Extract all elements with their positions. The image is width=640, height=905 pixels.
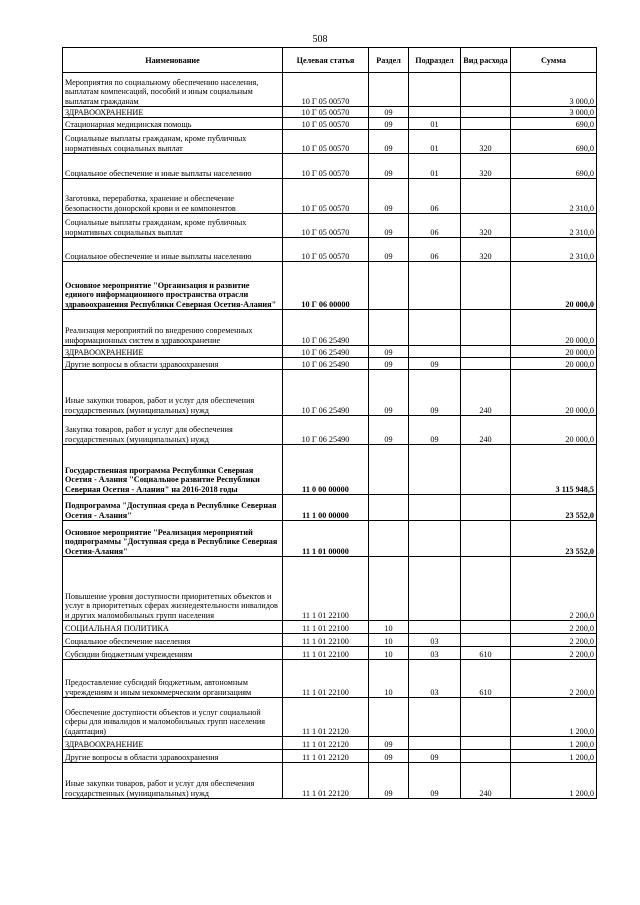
cell-target-article: 10 Г 05 00570	[283, 73, 369, 107]
cell-subsection: 09	[409, 416, 461, 445]
table-row	[63, 750, 597, 763]
cell-sum: 1 200,0	[511, 763, 597, 799]
cell-section	[369, 521, 409, 557]
cell-name: Социальные выплаты гражданам, кроме публичных нормативных социальных выплат	[63, 130, 283, 154]
cell-target-article: 10 Г 05 00570	[283, 130, 369, 154]
table-row	[63, 73, 597, 107]
cell-name: Социальные выплаты гражданам, кроме публичных нормативных социальных выплат	[63, 214, 283, 238]
table-row	[63, 495, 597, 521]
cell-subsection	[409, 107, 461, 118]
cell-target-article: 11 1 01 22120	[283, 698, 369, 737]
cell-sum: 20 000,0	[511, 310, 597, 346]
cell-subsection: 09	[409, 763, 461, 799]
cell-subsection	[409, 346, 461, 358]
cell-sum: 2 310,0	[511, 214, 597, 238]
cell-name: Реализация мероприятий по внедрению современных информационных систем в здравоохранение	[63, 310, 283, 346]
cell-expense-type	[461, 495, 511, 521]
cell-subsection	[409, 310, 461, 346]
cell-name: Иные закупки товаров, работ и услуг для обеспечения государственных (муниципальных) нужд	[63, 370, 283, 416]
cell-sum: 23 552,0	[511, 495, 597, 521]
cell-section	[369, 557, 409, 621]
cell-sum: 690,0	[511, 154, 597, 179]
cell-expense-type: 240	[461, 370, 511, 416]
cell-section: 09	[369, 238, 409, 262]
cell-target-article: 11 1 00 00000	[283, 495, 369, 521]
header-section: Раздел	[369, 48, 409, 73]
cell-section	[369, 445, 409, 495]
cell-target-article: 10 Г 06 25490	[283, 416, 369, 445]
cell-subsection	[409, 73, 461, 107]
cell-sum: 20 000,0	[511, 358, 597, 370]
table-row	[63, 445, 597, 495]
cell-subsection: 09	[409, 358, 461, 370]
table-row	[63, 634, 597, 647]
cell-expense-type: 320	[461, 154, 511, 179]
cell-subsection: 01	[409, 130, 461, 154]
cell-section: 09	[369, 214, 409, 238]
cell-subsection	[409, 262, 461, 310]
cell-subsection: 06	[409, 238, 461, 262]
cell-name: Подпрограмма "Доступная среда в Республике Северная Осетия - Алания"	[63, 495, 283, 521]
header-subsection: Подраздел	[409, 48, 461, 73]
cell-target-article: 10 Г 06 25490	[283, 310, 369, 346]
table-row	[63, 130, 597, 154]
cell-target-article: 10 Г 05 00570	[283, 179, 369, 214]
cell-target-article: 10 Г 05 00570	[283, 107, 369, 118]
cell-target-article: 10 Г 06 00000	[283, 262, 369, 310]
cell-target-article: 11 1 01 22100	[283, 557, 369, 621]
cell-sum: 690,0	[511, 130, 597, 154]
cell-section	[369, 495, 409, 521]
table-row	[63, 118, 597, 130]
cell-sum: 1 200,0	[511, 750, 597, 763]
cell-sum: 20 000,0	[511, 346, 597, 358]
cell-subsection: 01	[409, 118, 461, 130]
table-row	[63, 370, 597, 416]
cell-expense-type	[461, 358, 511, 370]
cell-expense-type	[461, 118, 511, 130]
cell-expense-type	[461, 750, 511, 763]
table-row	[63, 310, 597, 346]
cell-section: 09	[369, 346, 409, 358]
cell-target-article: 11 1 01 22100	[283, 660, 369, 698]
cell-sum: 2 200,0	[511, 634, 597, 647]
cell-subsection: 01	[409, 154, 461, 179]
cell-expense-type: 610	[461, 660, 511, 698]
cell-name: Другие вопросы в области здравоохранения	[63, 358, 283, 370]
cell-section	[369, 310, 409, 346]
cell-target-article: 10 Г 05 00570	[283, 214, 369, 238]
cell-sum: 20 000,0	[511, 262, 597, 310]
cell-section: 09	[369, 750, 409, 763]
cell-sum: 2 310,0	[511, 238, 597, 262]
cell-name: Иные закупки товаров, работ и услуг для обеспечения государственных (муниципальных) нужд	[63, 763, 283, 799]
cell-target-article: 10 Г 06 25490	[283, 358, 369, 370]
cell-sum: 3 000,0	[511, 73, 597, 107]
table-header-row	[63, 48, 597, 73]
cell-expense-type	[461, 621, 511, 634]
cell-subsection	[409, 737, 461, 750]
cell-target-article: 10 Г 06 25490	[283, 370, 369, 416]
cell-section: 09	[369, 358, 409, 370]
cell-expense-type	[461, 698, 511, 737]
cell-expense-type	[461, 346, 511, 358]
cell-section	[369, 262, 409, 310]
cell-subsection: 03	[409, 634, 461, 647]
table-row	[63, 214, 597, 238]
cell-sum: 20 000,0	[511, 416, 597, 445]
cell-subsection	[409, 521, 461, 557]
cell-section: 09	[369, 154, 409, 179]
cell-section: 09	[369, 179, 409, 214]
table-row	[63, 621, 597, 634]
cell-name: Субсидии бюджетным учреждениям	[63, 647, 283, 660]
cell-name: Социальное обеспечение и иные выплаты населению	[63, 154, 283, 179]
cell-name: ЗДРАВООХРАНЕНИЕ	[63, 107, 283, 118]
cell-expense-type	[461, 521, 511, 557]
cell-section	[369, 698, 409, 737]
cell-name: Стационарная медицинская помощь	[63, 118, 283, 130]
cell-expense-type	[461, 310, 511, 346]
cell-target-article: 10 Г 06 25490	[283, 346, 369, 358]
cell-expense-type: 320	[461, 130, 511, 154]
cell-target-article: 11 1 01 00000	[283, 521, 369, 557]
cell-target-article: 10 Г 05 00570	[283, 238, 369, 262]
cell-target-article: 11 1 01 22120	[283, 737, 369, 750]
cell-expense-type	[461, 737, 511, 750]
cell-target-article: 10 Г 05 00570	[283, 118, 369, 130]
cell-name: Обеспечение доступности объектов и услуг социальной сферы для инвалидов и маломобильных групп населения (адаптация)	[63, 698, 283, 737]
table-row	[63, 262, 597, 310]
cell-name: Государственная программа Республики Северная Осетия - Алания "Социальное развитие Республики Северная Осетия - Алания" на 2016-2018 годы	[63, 445, 283, 495]
cell-name: Заготовка, переработка, хранение и обеспечение безопасности донорской крови и ее компонентов	[63, 179, 283, 214]
cell-expense-type	[461, 179, 511, 214]
cell-sum: 23 552,0	[511, 521, 597, 557]
cell-subsection	[409, 557, 461, 621]
cell-sum: 20 000,0	[511, 370, 597, 416]
cell-sum: 2 200,0	[511, 647, 597, 660]
cell-expense-type	[461, 262, 511, 310]
cell-name: Другие вопросы в области здравоохранения	[63, 750, 283, 763]
cell-subsection	[409, 495, 461, 521]
cell-subsection: 03	[409, 647, 461, 660]
cell-section: 10	[369, 660, 409, 698]
table-row	[63, 346, 597, 358]
cell-sum: 1 200,0	[511, 698, 597, 737]
header-target-article: Целевая статья	[283, 48, 369, 73]
cell-section: 10	[369, 647, 409, 660]
cell-sum: 2 200,0	[511, 557, 597, 621]
cell-sum: 3 000,0	[511, 107, 597, 118]
cell-name: Социальное обеспечение населения	[63, 634, 283, 647]
cell-target-article: 10 Г 05 00570	[283, 154, 369, 179]
cell-expense-type: 240	[461, 763, 511, 799]
cell-expense-type: 320	[461, 238, 511, 262]
table-row	[63, 660, 597, 698]
cell-section: 10	[369, 634, 409, 647]
cell-expense-type	[461, 445, 511, 495]
table-row	[63, 737, 597, 750]
table-row	[63, 521, 597, 557]
cell-subsection	[409, 621, 461, 634]
page-number: 508	[312, 34, 328, 45]
cell-target-article: 11 1 01 22120	[283, 750, 369, 763]
cell-target-article: 11 1 01 22120	[283, 763, 369, 799]
header-expense-type: Вид расхода	[461, 48, 511, 73]
cell-sum: 2 310,0	[511, 179, 597, 214]
table-row	[63, 358, 597, 370]
table-row	[63, 557, 597, 621]
cell-name: Повышение уровня доступности приоритетных объектов и услуг в приоритетных сферах жизнедеятельности инвалидов и других маломобильных групп населения	[63, 557, 283, 621]
cell-section: 09	[369, 370, 409, 416]
cell-name: Закупка товаров, работ и услуг для обеспечения государственных (муниципальных) нужд	[63, 416, 283, 445]
cell-section: 09	[369, 107, 409, 118]
cell-section: 09	[369, 737, 409, 750]
cell-expense-type	[461, 73, 511, 107]
table-row	[63, 647, 597, 660]
table-row	[63, 238, 597, 262]
cell-subsection: 06	[409, 214, 461, 238]
cell-target-article: 11 1 01 22100	[283, 621, 369, 634]
cell-name: Основное мероприятие "Реализация мероприятий подпрограммы "Доступная среда в Республике Северная Осетия-Алания"	[63, 521, 283, 557]
cell-subsection: 03	[409, 660, 461, 698]
cell-subsection: 09	[409, 750, 461, 763]
cell-expense-type: 320	[461, 214, 511, 238]
cell-expense-type: 240	[461, 416, 511, 445]
cell-expense-type	[461, 634, 511, 647]
table-row	[63, 154, 597, 179]
cell-name: Мероприятия по социальному обеспечению населения, выплатам компенсаций, пособий и иным социальным выплатам гражданам	[63, 73, 283, 107]
cell-subsection	[409, 445, 461, 495]
header-name: Наименование	[63, 48, 283, 73]
cell-subsection	[409, 698, 461, 737]
cell-name: СОЦИАЛЬНАЯ ПОЛИТИКА	[63, 621, 283, 634]
budget-table	[62, 47, 597, 799]
cell-name: ЗДРАВООХРАНЕНИЕ	[63, 346, 283, 358]
cell-name: Основное мероприятие "Организация и развитие единого информационного пространства отрасли здравоохранения Республики Северная Осетия-Алания"	[63, 262, 283, 310]
header-sum: Сумма	[511, 48, 597, 73]
cell-name: Социальное обеспечение и иные выплаты населению	[63, 238, 283, 262]
cell-target-article: 11 0 00 00000	[283, 445, 369, 495]
cell-subsection: 09	[409, 370, 461, 416]
cell-expense-type: 610	[461, 647, 511, 660]
table-row	[63, 698, 597, 737]
cell-section: 09	[369, 763, 409, 799]
table-row	[63, 107, 597, 118]
table-row	[63, 416, 597, 445]
cell-section	[369, 73, 409, 107]
cell-section: 09	[369, 130, 409, 154]
cell-target-article: 11 1 01 22100	[283, 647, 369, 660]
cell-sum: 2 200,0	[511, 621, 597, 634]
cell-section: 10	[369, 621, 409, 634]
cell-sum: 1 200,0	[511, 737, 597, 750]
cell-section: 09	[369, 416, 409, 445]
cell-section: 09	[369, 118, 409, 130]
table-row	[63, 179, 597, 214]
cell-sum: 690,0	[511, 118, 597, 130]
cell-expense-type	[461, 557, 511, 621]
cell-name: Предоставление субсидий бюджетным, автономным учреждениям и иным некоммерческим организациям	[63, 660, 283, 698]
table-row	[63, 763, 597, 799]
cell-expense-type	[461, 107, 511, 118]
cell-sum: 3 115 948,5	[511, 445, 597, 495]
cell-subsection: 06	[409, 179, 461, 214]
cell-sum: 2 200,0	[511, 660, 597, 698]
cell-target-article: 11 1 01 22100	[283, 634, 369, 647]
cell-name: ЗДРАВООХРАНЕНИЕ	[63, 737, 283, 750]
